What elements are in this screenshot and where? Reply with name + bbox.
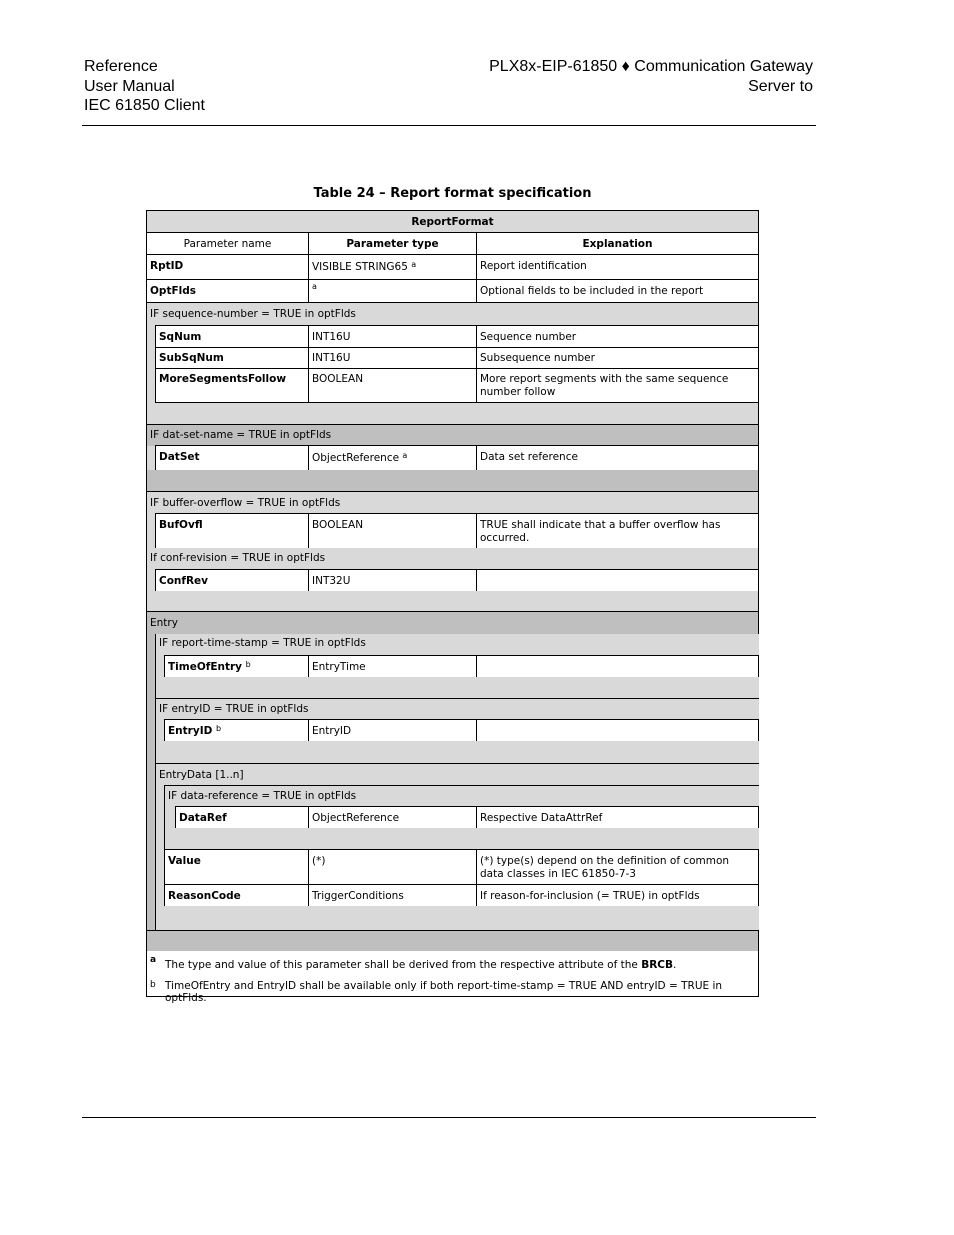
row-rptid-expl: Report identification: [476, 254, 759, 280]
row-reasoncode-expl: If reason-for-inclusion (= TRUE) in optFlds: [476, 884, 759, 907]
row-dataref-type: ObjectReference: [308, 806, 477, 829]
row-optflds-name: OptFlds: [146, 279, 309, 303]
footnote-b: TimeOfEntry and EntryID shall be available only if both report-time-stamp = TRUE AND entryID = TRUE in optFlds.: [165, 980, 723, 1004]
group-end-spacer: [146, 591, 759, 612]
entry-group-end: [146, 930, 759, 952]
group-end-spacer: [146, 470, 759, 492]
row-datset-expl: Data set reference: [476, 445, 759, 471]
group-end-spacer: [146, 403, 759, 425]
header-product: PLX8x-EIP-61850 ♦ Communication Gateway: [489, 58, 813, 75]
row-subsqnum-name: SubSqNum: [155, 347, 309, 369]
row-bufovfl-type: BOOLEAN: [308, 513, 477, 549]
row-timeofentry-expl: [476, 655, 759, 678]
row-rptid-type: VISIBLE STRING65 $^a$: [308, 254, 477, 280]
header-doc-type: Reference: [84, 58, 158, 75]
header-section: IEC 61850 Client: [84, 97, 205, 114]
row-bufovfl-name: BufOvfl: [155, 513, 309, 549]
cond-report-time-stamp: IF report-time-stamp = TRUE in optFlds: [155, 634, 759, 656]
row-sqnum-type: INT16U: [308, 325, 477, 348]
report-format-table: [146, 210, 759, 1004]
footnote-a: The type and value of this parameter shall be derived from the respective attribute of the BRCB.: [165, 959, 677, 971]
cond-entryid: IF entryID = TRUE in optFlds: [155, 698, 759, 720]
row-dataref-expl: Respective DataAttrRef: [476, 806, 759, 829]
row-timeofentry-type: EntryTime: [308, 655, 477, 678]
row-subsqnum-expl: Subsequence number: [476, 347, 759, 369]
cond-conf-revision: If conf-revision = TRUE in optFlds: [146, 548, 759, 570]
row-value-expl: (*) type(s) depend on the definition of common data classes in IEC 61850-7-3: [476, 849, 759, 885]
row-timeofentry-name: TimeOfEntry $^b$: [164, 655, 309, 678]
row-value-name: Value: [164, 849, 309, 885]
col-header-explanation: Explanation: [476, 232, 759, 255]
row-entryid-name: EntryID $^b$: [164, 719, 309, 742]
footer-rule: [82, 1117, 816, 1118]
table-caption: Table 24 – Report format specification: [313, 186, 592, 201]
col-header-type: Parameter type: [308, 232, 477, 255]
table-title: ReportFormat: [146, 210, 759, 233]
row-dataref-name: DataRef: [175, 806, 309, 829]
header-doc-kind: User Manual: [84, 77, 175, 95]
row-reasoncode-type: TriggerConditions: [308, 884, 477, 907]
row-sqnum-expl: Sequence number: [476, 325, 759, 348]
row-confrev-type: INT32U: [308, 569, 477, 592]
row-entryid-type: EntryID: [308, 719, 477, 742]
cond-data-reference: IF data-reference = TRUE in optFlds: [164, 785, 759, 807]
row-datset-type: ObjectReference $^a$: [308, 445, 477, 471]
row-confrev-expl: [476, 569, 759, 592]
row-moreseg-expl: More report segments with the same sequence number follow: [476, 368, 759, 403]
row-optflds-type: a: [308, 279, 477, 303]
row-reasoncode-name: ReasonCode: [164, 884, 309, 907]
header-rule: [82, 125, 816, 126]
group-end-spacer: [155, 677, 759, 699]
cond-buffer-overflow: IF buffer-overflow = TRUE in optFlds: [146, 491, 759, 514]
footnote-b-mark: b: [150, 980, 156, 990]
group-end-spacer: [155, 741, 759, 764]
row-datset-name: DatSet: [155, 445, 309, 471]
cond-dat-set-name: IF dat-set-name = TRUE in optFlds: [146, 424, 759, 446]
row-rptid-name: RptID: [146, 254, 309, 280]
entry-group-label: Entry: [146, 611, 759, 634]
row-subsqnum-type: INT16U: [308, 347, 477, 369]
col-header-name: Parameter name: [146, 232, 309, 255]
row-value-type: (*): [308, 849, 477, 885]
row-moreseg-name: MoreSegmentsFollow: [155, 368, 309, 403]
header-right: [489, 57, 813, 96]
row-entryid-expl: [476, 719, 759, 742]
row-optflds-expl: Optional fields to be included in the report: [476, 279, 759, 303]
entrydata-group-label: EntryData [1..n]: [155, 763, 759, 785]
footnote-a-mark: a: [150, 955, 157, 965]
group-end-spacer: [164, 828, 759, 850]
row-moreseg-type: BOOLEAN: [308, 368, 477, 403]
row-sqnum-name: SqNum: [155, 325, 309, 348]
header-subtitle: Server to: [748, 77, 813, 95]
cond-sequence-number: IF sequence-number = TRUE in optFlds: [146, 303, 759, 325]
row-confrev-name: ConfRev: [155, 569, 309, 592]
header-left: [84, 57, 205, 116]
group-end-spacer: [155, 906, 759, 930]
row-bufovfl-expl: TRUE shall indicate that a buffer overflow has occurred.: [476, 513, 759, 549]
